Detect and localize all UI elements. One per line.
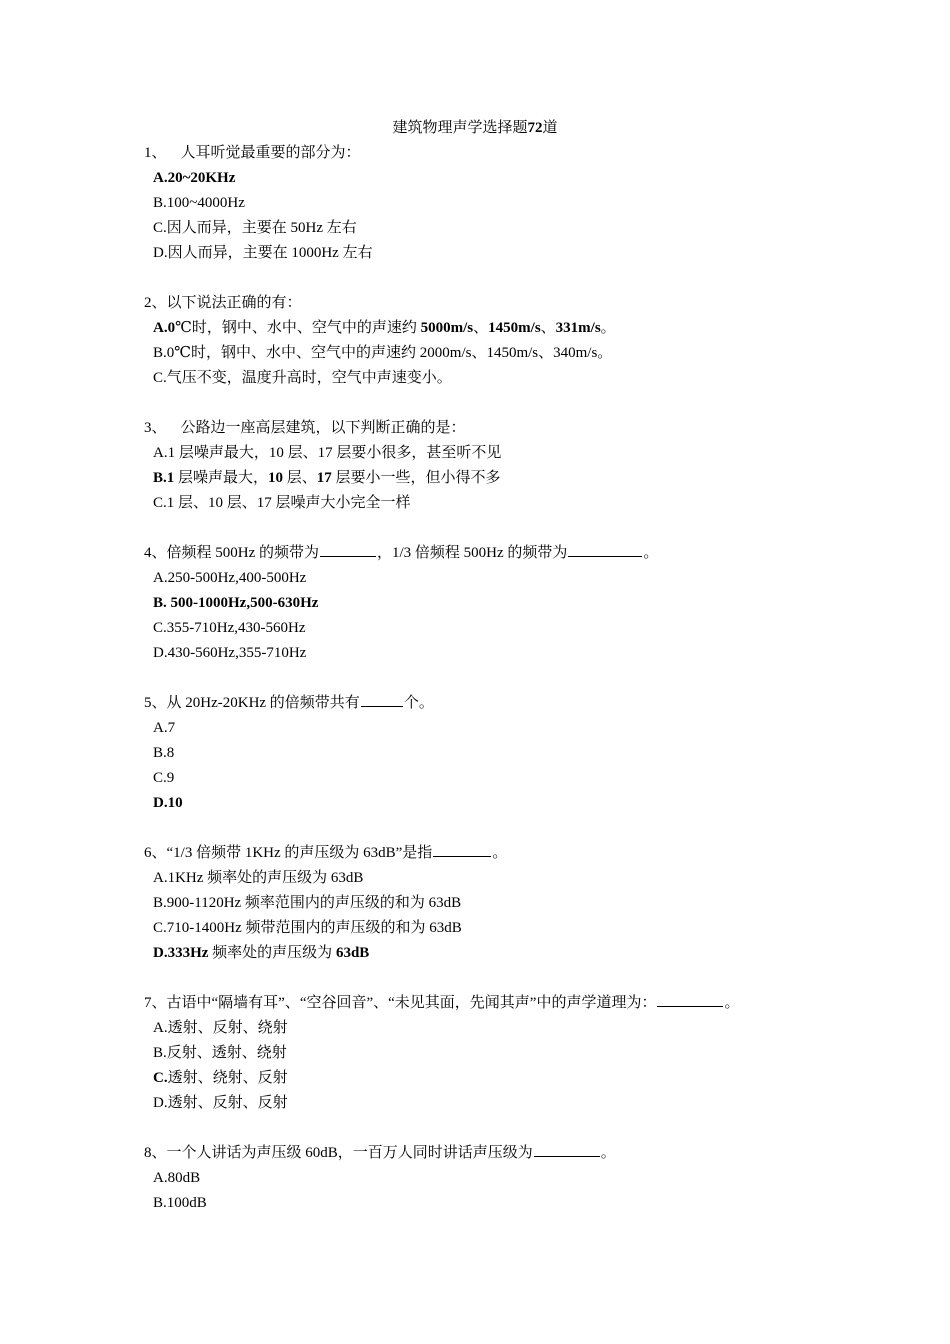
option-text: 层、 [283,470,317,486]
option-text: 层噪声最大， [174,470,269,486]
option-a: A.透射、反射、绕射 [153,1020,288,1036]
question-text: 7、古语中“隔墙有耳”、“空谷回音”、“未见其面，先闻其声”中的声学道理为： [144,995,657,1011]
question-8 [144,1141,844,1216]
option-label: B.1 [153,470,175,486]
option-c: C.因人而异，主要在 50Hz 左右 [153,220,357,236]
question-5 [144,691,844,816]
option-a: A.80dB [153,1170,201,1186]
option-b: B.0℃时，钢中、水中、空气中的声速约 2000m/s、1450m/s、340m/s。 [153,345,613,361]
option-c: C.710-1400Hz 频带范围内的声压级的和为 63dB [153,920,462,936]
question-text: ，1/3 倍频程 500Hz 的频带为 [377,545,568,561]
option-value: 17 [316,470,332,486]
question-text: 人耳听觉最重要的部分为： [180,145,361,161]
option-d: D.430-560Hz,355-710Hz [153,645,307,661]
question-stem: 2、以下说法正确的有： [144,295,302,311]
option-b: B.反射、透射、绕射 [153,1045,287,1061]
option-a: A.7 [153,720,176,736]
separator: 、 [540,320,556,336]
punctuation: 。 [600,1145,616,1161]
option-label: C. [153,1070,168,1086]
option-value: 1450m/s [488,320,541,336]
option-a: A.20~20KHz [153,170,236,186]
question-stem [144,541,844,566]
question-stem [144,841,844,866]
punctuation: 。 [643,545,659,561]
option-text: 透射、绕射、反射 [167,1070,288,1086]
question-text: 5、从 20Hz-20KHz 的倍频带共有 [144,695,360,711]
option-text: 频率处的声压级为 [208,945,336,961]
separator: 、 [473,320,489,336]
punctuation: 。 [724,995,740,1011]
title-suffix: 道 [542,120,558,136]
option-c [144,1066,844,1091]
punctuation: 。 [492,845,508,861]
question-3 [144,416,844,516]
option-b: B.900-1120Hz 频率范围内的声压级的和为 63dB [153,895,462,911]
option-d: D.10 [153,795,183,811]
option-b: B.100dB [153,1195,207,1211]
question-number: 1、 [144,145,167,161]
answer-blank [361,691,403,707]
option-c: C.355-710Hz,430-560Hz [153,620,306,636]
option-text: ℃时，钢中、水中、空气中的声速约 [175,320,421,336]
option-label: D.333Hz [153,945,209,961]
option-b [144,466,844,491]
question-4 [144,541,844,666]
question-1 [144,141,844,266]
option-value: 5000m/s [420,320,474,336]
option-value: 63dB [335,945,370,961]
option-c: C.气压不变，温度升高时，空气中声速变小。 [153,370,452,386]
option-b: B.8 [153,745,175,761]
option-b: B.100~4000Hz [153,195,245,211]
title-text: 建筑物理声学选择题 [392,120,528,136]
question-number: 3、 [144,420,167,436]
question-text: 个。 [403,695,434,711]
question-text: 8、一个人讲话为声压级 60dB，一百万人同时讲话声压级为 [144,1145,533,1161]
answer-blank [657,991,723,1007]
question-2 [144,291,844,391]
question-stem [144,691,844,716]
question-stem [144,991,844,1016]
option-label: A.0 [153,320,176,336]
answer-blank [320,541,376,557]
option-c: C.9 [153,770,175,786]
answer-blank [568,541,642,557]
option-c: C.1 层、10 层、17 层噪声大小完全一样 [153,495,411,511]
option-d: D.因人而异，主要在 1000Hz 左右 [153,245,373,261]
question-stem [144,141,844,166]
option-value: 331m/s [555,320,601,336]
answer-blank [534,1141,600,1157]
option-a [144,316,844,341]
question-text: 6、“1/3 倍频带 1KHz 的声压级为 63dB”是指 [144,845,433,861]
document-title [0,118,950,138]
answer-blank [433,841,491,857]
question-stem [144,1141,844,1166]
question-stem [144,416,844,441]
option-a: A.1KHz 频率处的声压级为 63dB [153,870,364,886]
option-b: B. 500-1000Hz,500-630Hz [153,595,319,611]
option-d: D.透射、反射、反射 [153,1095,288,1111]
option-a: A.250-500Hz,400-500Hz [153,570,307,586]
question-7 [144,991,844,1116]
question-text: 公路边一座高层建筑，以下判断正确的是： [180,420,466,436]
punctuation: 。 [600,320,616,336]
option-text: 层要小一些，但小得不多 [331,470,501,486]
option-a: A.1 层噪声最大，10 层、17 层要小很多，甚至听不见 [153,445,502,461]
question-6 [144,841,844,966]
title-number: 72 [527,120,543,136]
question-text: 4、倍频程 500Hz 的频带为 [144,545,319,561]
option-d [144,941,844,966]
option-value: 10 [268,470,284,486]
